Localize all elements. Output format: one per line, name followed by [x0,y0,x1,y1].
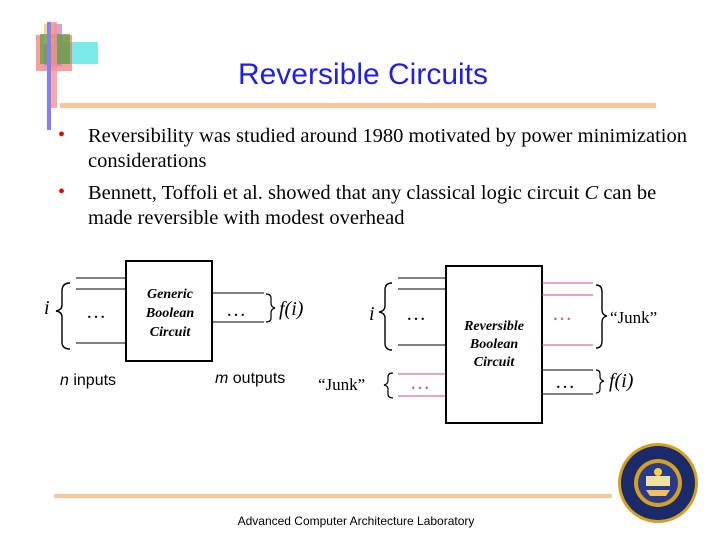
junk-output-ellipsis: … [552,303,572,325]
bullet-2-text-a: Bennett, Toffoli et al. showed that any classical logic circuit [88,182,585,204]
reversible-input-label: i [369,303,375,325]
m-variable: m [215,370,229,387]
n-variable: n [60,372,69,389]
bullet-dot: • [58,181,66,203]
reversible-box-label-2: Boolean [469,337,519,352]
junk-input-label: “Junk” [318,375,366,394]
output-brace [266,294,275,322]
reversible-box-label-1: Reversible [464,319,524,334]
reversible-output-ellipsis: … [555,371,575,393]
footer-rule [54,494,612,498]
reversible-output-brace [596,370,604,393]
junk-output-label: “Junk” [610,308,658,327]
junk-output-brace [596,285,607,348]
generic-box-label-3: Circuit [149,325,191,340]
generic-box-label-1: Generic [147,287,193,302]
junk-input-brace [384,373,393,398]
m-outputs-text: outputs [228,370,286,387]
university-seal-logo [618,443,698,523]
generic-output-ellipsis: … [226,299,246,321]
input-brace [56,283,70,349]
footer-text: Advanced Computer Architecture Laboratory [237,514,475,528]
generic-input-ellipsis: … [86,301,106,323]
slide-title: Reversible Circuits [237,58,489,91]
generic-box-label-2: Boolean [145,306,195,321]
reversible-input-ellipsis: … [406,303,426,325]
bullet-2-text-b: can be made reversible with modest overhead [88,182,657,229]
generic-input-label: i [44,297,50,319]
bullet-2-text-c: C [584,182,599,204]
m-outputs-label [215,370,285,388]
n-inputs-text: inputs [68,372,117,389]
reversible-box-label-3: Circuit [473,355,515,370]
n-inputs-label [60,372,116,390]
bullet-dot: • [58,124,66,146]
reversible-input-brace [379,283,392,350]
junk-input-ellipsis: … [410,372,430,394]
bullet-1-text: Reversibility was studied around 1980 motivated by power minimization considerations [88,125,687,172]
generic-output-label: f(i) [279,298,304,320]
reversible-output-label: f(i) [609,370,634,392]
